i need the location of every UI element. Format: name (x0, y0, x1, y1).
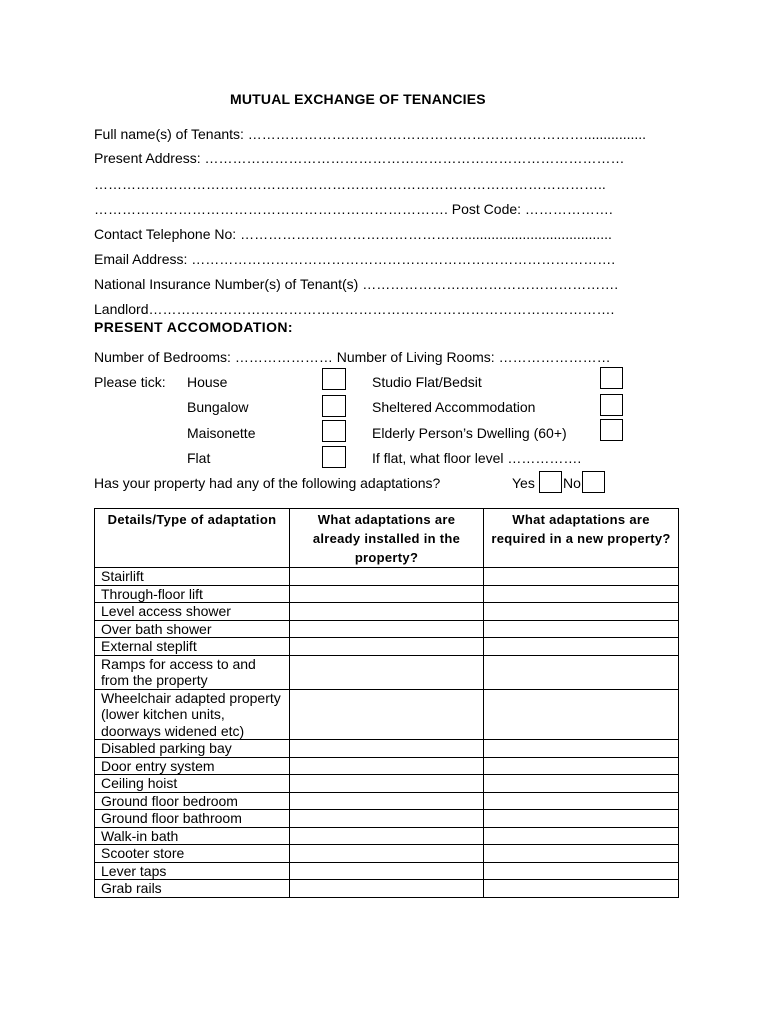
installed-cell[interactable] (290, 775, 484, 793)
table-row (95, 845, 679, 863)
installed-cell[interactable] (290, 638, 484, 656)
table-row (95, 810, 679, 828)
email-field[interactable]: Email Address: ………………………………………………………………………………. (94, 251, 616, 267)
table-row (95, 620, 679, 638)
row-label: Stairlift (95, 568, 290, 586)
installed-cell[interactable] (290, 689, 484, 740)
row-label: Through-floor lift (95, 585, 290, 603)
required-cell[interactable] (484, 568, 679, 586)
table-row (95, 880, 679, 898)
option-studio-label: Studio Flat/Bedsit (372, 374, 482, 390)
ni-number-field[interactable]: National Insurance Number(s) of Tenant(s) ………………………………………………. (94, 276, 619, 292)
required-cell[interactable] (484, 880, 679, 898)
option-maisonette-label: Maisonette (187, 425, 256, 441)
table-row (95, 827, 679, 845)
required-cell[interactable] (484, 757, 679, 775)
heading-text: PRESENT ACCOMODATION (94, 319, 288, 335)
installed-cell[interactable] (290, 845, 484, 863)
please-tick-label: Please tick: (94, 374, 166, 390)
landlord-field[interactable]: Landlord………………………………………………………………………………………. (94, 301, 615, 317)
installed-cell[interactable] (290, 740, 484, 758)
table-row (95, 740, 679, 758)
address-line-2-field[interactable]: ……………………………………………………………………………………………….. (94, 176, 606, 192)
installed-cell[interactable] (290, 655, 484, 689)
required-cell[interactable] (484, 862, 679, 880)
no-checkbox[interactable] (582, 471, 605, 493)
table-row (95, 689, 679, 740)
row-label: Grab rails (95, 880, 290, 898)
table-row (95, 603, 679, 621)
required-cell[interactable] (484, 689, 679, 740)
required-cell[interactable] (484, 810, 679, 828)
required-cell[interactable] (484, 740, 679, 758)
required-cell[interactable] (484, 845, 679, 863)
row-label: Ceiling hoist (95, 775, 290, 793)
house-checkbox[interactable] (322, 368, 346, 390)
adaptations-question: Has your property had any of the following adaptations? (94, 475, 441, 491)
installed-cell[interactable] (290, 810, 484, 828)
row-label: Walk-in bath (95, 827, 290, 845)
installed-cell[interactable] (290, 880, 484, 898)
present-accommodation-heading (94, 319, 293, 335)
installed-cell[interactable] (290, 620, 484, 638)
row-label: Ramps for access to and from the property (95, 655, 290, 689)
row-label: Over bath shower (95, 620, 290, 638)
option-flat-label: Flat (187, 450, 211, 466)
required-cell[interactable] (484, 775, 679, 793)
required-cell[interactable] (484, 585, 679, 603)
table-row (95, 655, 679, 689)
option-house-label: House (187, 374, 228, 390)
installed-cell[interactable] (290, 603, 484, 621)
header-details: Details/Type of adaptation (95, 509, 290, 568)
header-required: What adaptations are required in a new property? (484, 509, 679, 568)
required-cell[interactable] (484, 620, 679, 638)
floor-level-field[interactable]: If flat, what floor level ……………. (372, 450, 582, 466)
row-label: Wheelchair adapted property (lower kitchen units, doorways widened etc) (95, 689, 290, 740)
header-installed: What adaptations are already installed in the property? (290, 509, 484, 568)
row-label: Scooter store (95, 845, 290, 863)
required-cell[interactable] (484, 638, 679, 656)
heading-colon: : (287, 319, 293, 335)
table-row (95, 862, 679, 880)
required-cell[interactable] (484, 655, 679, 689)
elderly-checkbox[interactable] (600, 419, 623, 441)
row-label: Level access shower (95, 603, 290, 621)
yes-checkbox[interactable] (539, 471, 562, 493)
rooms-field[interactable]: Number of Bedrooms: ………………… Number of Living Rooms: …………………… (94, 349, 611, 365)
row-label: Lever taps (95, 862, 290, 880)
table-row (95, 638, 679, 656)
installed-cell[interactable] (290, 757, 484, 775)
tenant-names-field[interactable]: Full name(s) of Tenants: ………………………………………………………………................ (94, 126, 647, 142)
row-label: Ground floor bedroom (95, 792, 290, 810)
installed-cell[interactable] (290, 827, 484, 845)
document-title: MUTUAL EXCHANGE OF TENANCIES (230, 91, 486, 107)
row-label: Disabled parking bay (95, 740, 290, 758)
no-label: No (563, 475, 581, 491)
present-address-field[interactable]: Present Address: ……………………………………………………………………………… (94, 150, 625, 166)
required-cell[interactable] (484, 827, 679, 845)
flat-checkbox[interactable] (322, 446, 346, 468)
installed-cell[interactable] (290, 585, 484, 603)
address-postcode-field[interactable]: …………………………………………………………………. Post Code: ………………. (94, 201, 613, 217)
telephone-field[interactable]: Contact Telephone No: …………………………………………...................................... (94, 226, 612, 242)
option-elderly-label: Elderly Person’s Dwelling (60+) (372, 425, 567, 441)
table-header-row (95, 509, 679, 568)
required-cell[interactable] (484, 792, 679, 810)
required-cell[interactable] (484, 603, 679, 621)
studio-checkbox[interactable] (600, 367, 623, 389)
table-row (95, 585, 679, 603)
table-row (95, 792, 679, 810)
yes-label: Yes (512, 475, 535, 491)
sheltered-checkbox[interactable] (600, 394, 623, 416)
row-label: Door entry system (95, 757, 290, 775)
installed-cell[interactable] (290, 792, 484, 810)
table-row (95, 757, 679, 775)
bungalow-checkbox[interactable] (322, 395, 346, 417)
row-label: External steplift (95, 638, 290, 656)
installed-cell[interactable] (290, 568, 484, 586)
option-sheltered-label: Sheltered Accommodation (372, 399, 536, 415)
table-row (95, 775, 679, 793)
maisonette-checkbox[interactable] (322, 420, 346, 442)
installed-cell[interactable] (290, 862, 484, 880)
table-row (95, 568, 679, 586)
adaptations-table (94, 508, 679, 898)
option-bungalow-label: Bungalow (187, 399, 249, 415)
row-label: Ground floor bathroom (95, 810, 290, 828)
